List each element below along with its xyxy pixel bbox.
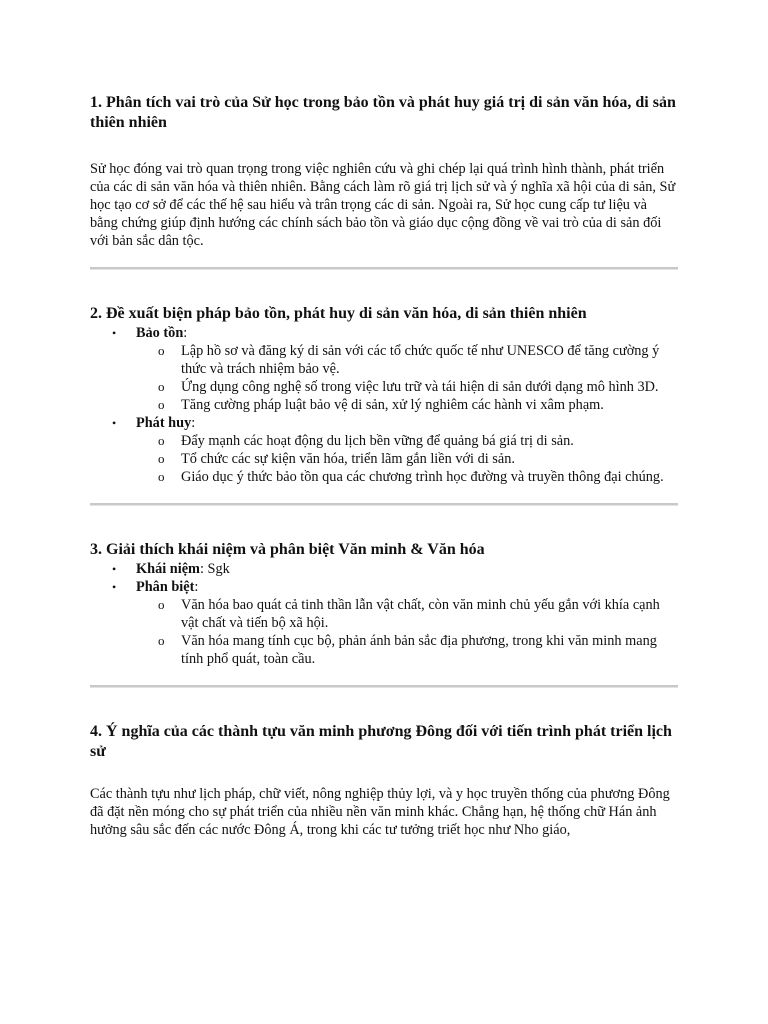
list-item-label: Phân biệt bbox=[136, 579, 195, 595]
list-item-suffix: : bbox=[191, 415, 196, 431]
section-2-list bbox=[90, 324, 678, 486]
list-item-label: Phát huy bbox=[136, 415, 192, 431]
sub-list bbox=[136, 596, 678, 668]
section-2-heading: 2. Đề xuất biện pháp bảo tồn, phát huy di sản văn hóa, di sản thiên nhiên bbox=[90, 305, 587, 322]
list-item-phan-biet bbox=[90, 578, 678, 668]
circle-bullet-icon: o bbox=[158, 451, 165, 466]
section-4-heading: 4. Ý nghĩa của các thành tựu văn minh phương Đông đối với tiến trình phát triển lịch sử bbox=[90, 723, 672, 760]
section-3-heading: 3. Giải thích khái niệm và phân biệt Văn minh & Văn hóa bbox=[90, 541, 485, 558]
sub-list-item-text: Giáo dục ý thức bảo tồn qua các chương trình học đường và truyền thông đại chúng. bbox=[181, 469, 664, 485]
sub-list-item bbox=[136, 378, 678, 396]
sub-list-item-text: Đẩy mạnh các hoạt động du lịch bền vững để quảng bá giá trị di sản. bbox=[181, 433, 574, 449]
list-item-label: Khái niệm bbox=[136, 561, 200, 577]
sub-list-item-text: Tổ chức các sự kiện văn hóa, triển lãm gắn liền với di sản. bbox=[181, 451, 515, 467]
list-item-suffix: : Sgk bbox=[199, 561, 230, 577]
list-item-khai-niem bbox=[90, 560, 678, 578]
bullet-icon: • bbox=[112, 326, 117, 340]
bullet-icon: • bbox=[112, 416, 117, 430]
bullet-icon: • bbox=[112, 562, 117, 576]
list-item-suffix: : bbox=[194, 579, 199, 595]
sub-list-item-text: Ứng dụng công nghệ số trong việc lưu trữ và tái hiện di sản dưới dạng mô hình 3D. bbox=[181, 379, 659, 395]
circle-bullet-icon: o bbox=[158, 433, 165, 448]
sub-list-item bbox=[136, 596, 678, 632]
circle-bullet-icon: o bbox=[158, 343, 165, 358]
circle-bullet-icon: o bbox=[158, 469, 165, 484]
section-divider bbox=[90, 267, 678, 270]
sub-list-item bbox=[136, 342, 678, 378]
section-4-paragraph: Các thành tựu như lịch pháp, chữ viết, nông nghiệp thủy lợi, và y học truyền thống của phương Đông đã đặt nền móng cho sự phát triển của nhiều nền văn minh khác. Chẳng hạn, hệ thống chữ Hán ảnh hưởng sâu sắc đến các nước Đông Á, trong khi các tư tưởng triết học như Nho giáo, bbox=[90, 786, 670, 838]
circle-bullet-icon: o bbox=[158, 597, 165, 612]
section-1-paragraph: Sử học đóng vai trò quan trọng trong việc nghiên cứu và ghi chép lại quá trình hình thành, phát triển của các di sản văn hóa và thiên nhiên. Bằng cách làm rõ giá trị lịch sử và ý nghĩa xã hội của di sản, Sử học tạo cơ sở để các thế hệ sau hiểu và trân trọng các di sản. Ngoài ra, Sử học cung cấp tư liệu và bằng chứng giúp định hướng các chính sách bảo tồn và giáo dục cộng đồng về vai trò của di sản đối với bản sắc dân tộc. bbox=[90, 161, 676, 249]
sub-list-item bbox=[136, 432, 678, 450]
sub-list-item bbox=[136, 468, 678, 486]
list-item-suffix: : bbox=[183, 325, 188, 341]
section-3-list bbox=[90, 560, 678, 668]
list-item-bao-ton bbox=[90, 324, 678, 414]
circle-bullet-icon: o bbox=[158, 397, 165, 412]
document-content bbox=[90, 93, 678, 839]
section-divider bbox=[90, 503, 678, 506]
bullet-icon: • bbox=[112, 580, 117, 594]
sub-list-item-text: Văn hóa mang tính cục bộ, phản ánh bản sắc địa phương, trong khi văn minh mang tính phổ quát, toàn cầu. bbox=[181, 633, 657, 667]
sub-list bbox=[136, 432, 678, 486]
sub-list bbox=[136, 342, 678, 414]
sub-list-item bbox=[136, 632, 678, 668]
sub-list-item-text: Văn hóa bao quát cả tinh thần lẫn vật chất, còn văn minh chủ yếu gắn với khía cạnh vật chất và tiến bộ xã hội. bbox=[181, 597, 660, 631]
sub-list-item bbox=[136, 396, 678, 414]
circle-bullet-icon: o bbox=[158, 633, 165, 648]
list-item-label: Bảo tồn bbox=[136, 325, 184, 341]
circle-bullet-icon: o bbox=[158, 379, 165, 394]
sub-list-item-text: Lập hồ sơ và đăng ký di sản với các tổ chức quốc tế như UNESCO để tăng cường ý thức và trách nhiệm bảo vệ. bbox=[181, 343, 660, 377]
section-1-heading: 1. Phân tích vai trò của Sử học trong bảo tồn và phát huy giá trị di sản văn hóa, di sản thiên nhiên bbox=[90, 94, 676, 131]
sub-list-item bbox=[136, 450, 678, 468]
section-divider bbox=[90, 685, 678, 688]
sub-list-item-text: Tăng cường pháp luật bảo vệ di sản, xử lý nghiêm các hành vi xâm phạm. bbox=[181, 397, 604, 413]
list-item-phat-huy bbox=[90, 414, 678, 486]
